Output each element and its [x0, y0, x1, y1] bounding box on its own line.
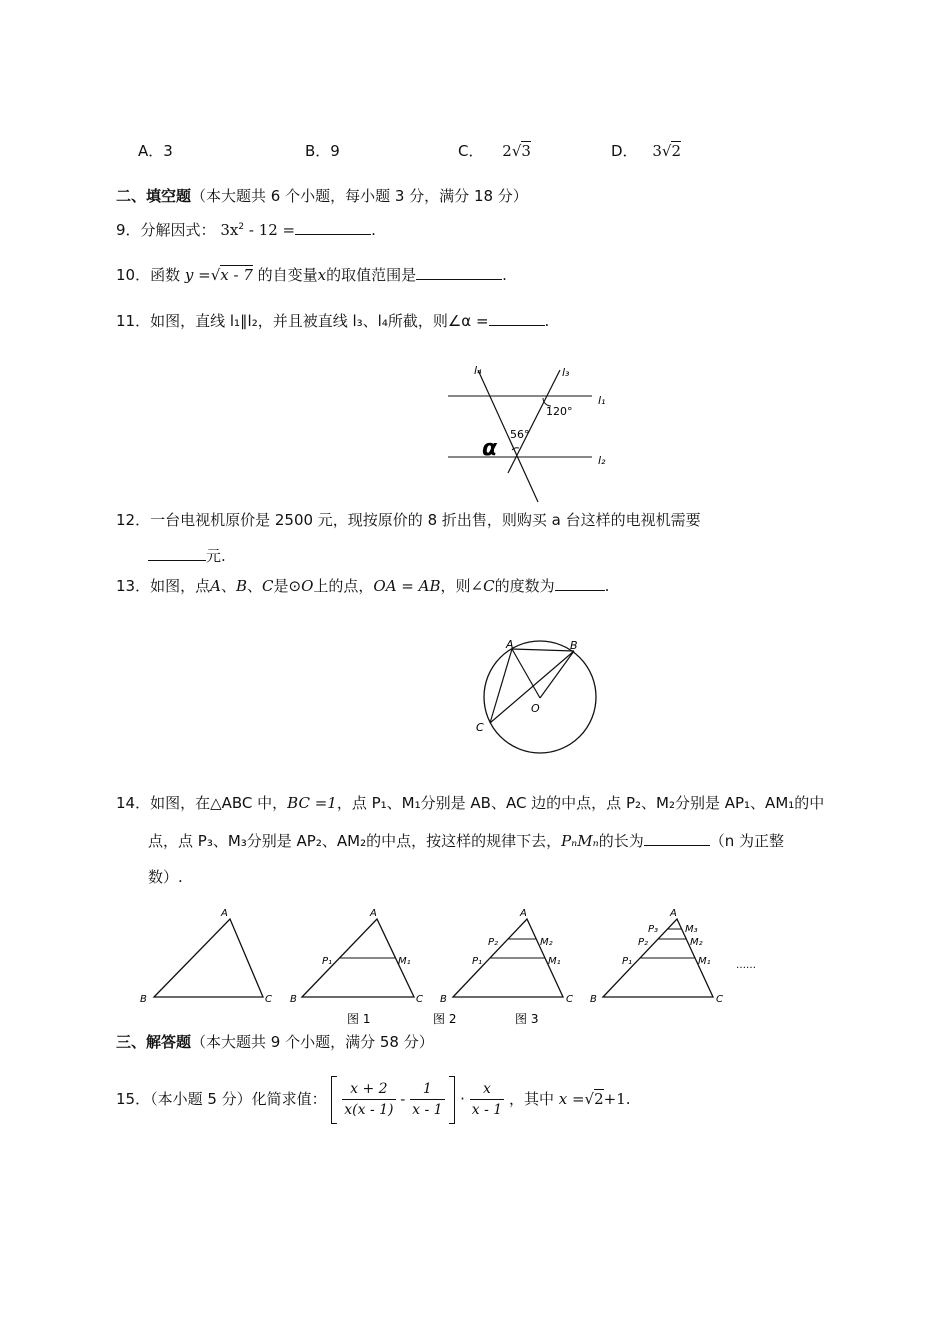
t3-label-c: C	[716, 994, 723, 1005]
t3-label-p1: P₁	[622, 956, 633, 967]
t1-label-b: B	[290, 994, 297, 1005]
answer-blank-10[interactable]	[416, 265, 502, 280]
caption-fig1: 图 1	[347, 1012, 371, 1026]
question-10: 10．函数 y =√x - 7 的自变量x的取值范围是 .	[116, 266, 507, 284]
t2-label-m1: M₁	[548, 956, 561, 967]
label-a: A	[506, 638, 514, 651]
label-c: C	[476, 721, 484, 734]
label-o: O	[531, 702, 540, 715]
t3-label-m3: M₃	[685, 924, 698, 935]
question-13: 13．如图，点A、B、C是⊙O上的点，OA = AB，则∠C的度数为 .	[116, 577, 610, 595]
label-l3: l₃	[562, 366, 570, 379]
figure-triangles	[130, 902, 770, 1032]
t0-label-a: A	[221, 908, 228, 919]
option-c: C． 2√3	[458, 142, 531, 160]
label-b: B	[570, 639, 578, 652]
answer-blank-12[interactable]	[148, 546, 206, 561]
question-12: 12．一台电视机原价是 2500 元，现按原价的 8 折出售，则购买 a 台这样的电视机需要	[116, 511, 701, 529]
label-l1: l₁	[598, 394, 606, 407]
question-14-line1: 14．如图，在△ABC 中，BC =1，点 P₁、M₁分别是 AB、AC 边的中点，点 P₂、M₂分别是 AP₁、AM₁的中	[116, 794, 825, 812]
segment-ab	[512, 649, 574, 651]
caption-fig2: 图 2	[433, 1012, 457, 1026]
question-12-answer: 元.	[148, 545, 226, 566]
t3-label-m1: M₁	[698, 956, 711, 967]
label-alpha: α	[482, 436, 498, 461]
answer-blank-9[interactable]	[295, 220, 371, 235]
figure-circle	[470, 635, 610, 765]
fraction-3: $\frac{x}{x - 1}$	[471, 1081, 503, 1118]
t1-label-a: A	[370, 908, 377, 919]
bracket-left	[331, 1076, 337, 1124]
bracket-right	[449, 1076, 455, 1124]
triangle-base	[154, 919, 263, 997]
option-b: B．9	[305, 142, 340, 160]
label-l4: l₄	[474, 364, 482, 377]
section-heading-solve: 三、解答题（本大题共 9 个小题，满分 58 分）	[116, 1033, 434, 1051]
question-9: 9．分解因式： $3x^2 - 12$ = .	[116, 221, 376, 239]
figure-parallel-lines	[440, 358, 620, 508]
t3-label-a: A	[670, 908, 677, 919]
t1-label-c: C	[416, 994, 423, 1005]
option-d: D． 3√2	[611, 142, 681, 160]
segment-bo	[540, 651, 574, 698]
t0-label-b: B	[140, 994, 147, 1005]
label-l2: l₂	[598, 454, 606, 467]
t2-label-p2: P₂	[488, 937, 499, 948]
question-15: 15．（本小题 5 分）化简求值： $\frac{x + 2}{x(x - 1)}$ - $\frac{1}{x - 1}$ · $\frac{x}{x - 1}$ ，其中 x =√2+1.	[116, 1074, 631, 1124]
t3-label-b: B	[590, 994, 597, 1005]
segment-ac	[490, 649, 512, 723]
t2-label-b: B	[440, 994, 447, 1005]
t2-label-c: C	[566, 994, 573, 1005]
fraction-2: $\frac{1}{x - 1}$	[412, 1081, 443, 1118]
answer-blank-14[interactable]	[644, 831, 710, 846]
question-14-line3: 数）.	[148, 868, 183, 886]
label-120: 120°	[546, 405, 573, 418]
option-a: A．3	[138, 142, 173, 160]
t2-label-a: A	[520, 908, 527, 919]
t0-label-c: C	[265, 994, 272, 1005]
answer-blank-13[interactable]	[555, 576, 605, 591]
answer-blank-11[interactable]	[489, 311, 545, 326]
ellipsis: ……	[736, 960, 756, 971]
line-l3	[508, 370, 560, 473]
section-heading-fill-in: 二、填空题（本大题共 6 个小题，每小题 3 分，满分 18 分）	[116, 187, 528, 205]
t3-label-p3: P₃	[648, 924, 659, 935]
t3-label-p2: P₂	[638, 937, 649, 948]
t2-label-p1: P₁	[472, 956, 483, 967]
caption-fig3: 图 3	[515, 1012, 539, 1026]
t3-label-m2: M₂	[690, 937, 703, 948]
label-56: 56°	[510, 428, 530, 441]
segment-ao	[512, 649, 540, 698]
t1-label-p1: P₁	[322, 956, 333, 967]
t2-label-m2: M₂	[540, 937, 553, 948]
question-11: 11．如图，直线 l₁∥l₂，并且被直线 l₃、l₄所截，则∠α = .	[116, 312, 550, 330]
t1-label-m1: M₁	[398, 956, 411, 967]
fraction-1: $\frac{x + 2}{x(x - 1)}$	[344, 1081, 394, 1118]
question-14-line2: 点，点 P₃、M₃分别是 AP₂、AM₂的中点，按这样的规律下去，PₙMₙ的长为 （n 为正整	[148, 832, 785, 850]
